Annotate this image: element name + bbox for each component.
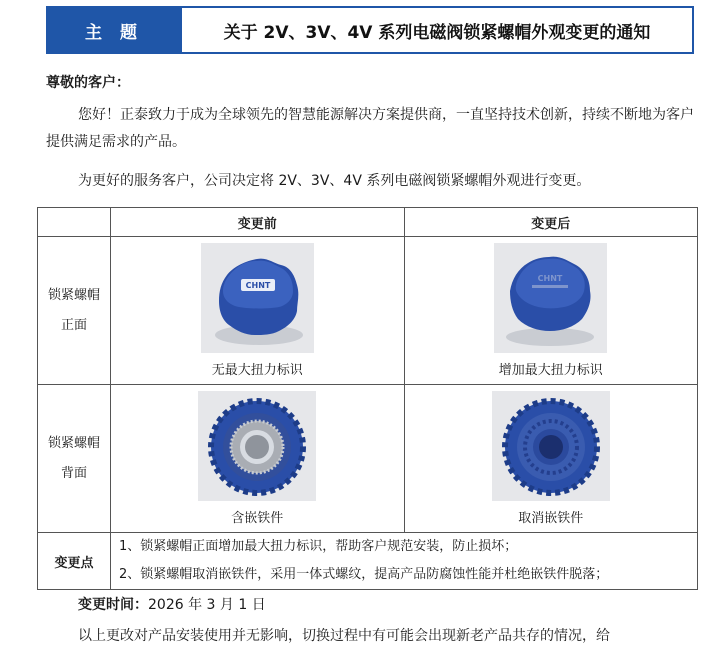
cell-back-after [404,385,698,533]
intro-paragraph: 您好！正泰致力于成为全球领先的智慧能源解决方案提供商，一直坚持技术创新，持续不断地为客户提供满足需求的产品。 [46,107,694,150]
nut-back-after-image [492,391,610,501]
row-label-back-line1: 锁紧螺帽 [47,435,100,451]
change-table [37,207,698,590]
purpose-paragraph: 为更好的服务客户，公司决定将 2V、3V、4V 系列电磁阀锁紧螺帽外观进行变更。 [78,173,591,189]
cell-back-before [111,385,405,533]
row-label-front-line2: 正面 [60,317,87,333]
nut-logo-after: CHNT [537,274,563,283]
row-label-back [38,385,111,533]
notes-label: 变更点 [38,533,111,590]
nut-front-after-image [494,243,607,353]
change-time-label: 变更时间： [78,597,148,613]
row-label-front-line1: 锁紧螺帽 [47,287,100,303]
row-label-front [38,237,111,385]
table-row-back [38,385,698,533]
subject-title: 关于 2V、3V、4V 系列电磁阀锁紧螺帽外观变更的通知 [180,8,692,52]
subject-bar [46,6,694,54]
cell-front-after [404,237,698,385]
caption-front-after: 增加最大扭力标识 [498,363,603,378]
nut-back-before-image [198,391,316,501]
caption-front-before: 无最大扭力标识 [211,363,303,378]
table-row-notes [38,533,698,590]
table-header-row [38,208,698,237]
nut-front-before-image [201,243,314,353]
change-time [78,594,266,614]
note-item-2: 2、锁紧螺帽取消嵌铁件，采用一体式螺纹，提高产品防腐蚀性能并杜绝嵌铁件脱落； [119,567,609,582]
subject-label: 主 题 [48,8,180,52]
nut-logo-before: CHNT [245,281,271,290]
notes-cell [111,533,698,590]
table-row-front [38,237,698,385]
closing-paragraph: 以上更改对产品安装使用并无影响，切换过程中有可能会出现新老产品共存的情况，给 [78,628,610,644]
table-header-after: 变更后 [404,208,698,237]
caption-back-before: 含嵌铁件 [231,511,284,526]
note-item-1: 1、锁紧螺帽正面增加最大扭力标识，帮助客户规范安装，防止损坏； [119,539,518,554]
cell-front-before [111,237,405,385]
change-time-value: 2026 年 3 月 1 日 [148,597,266,613]
table-header-empty [38,208,111,237]
row-label-back-line2: 背面 [60,465,87,481]
table-header-before: 变更前 [111,208,405,237]
salutation: 尊敬的客户： [46,75,130,91]
caption-back-after: 取消嵌铁件 [518,511,584,526]
